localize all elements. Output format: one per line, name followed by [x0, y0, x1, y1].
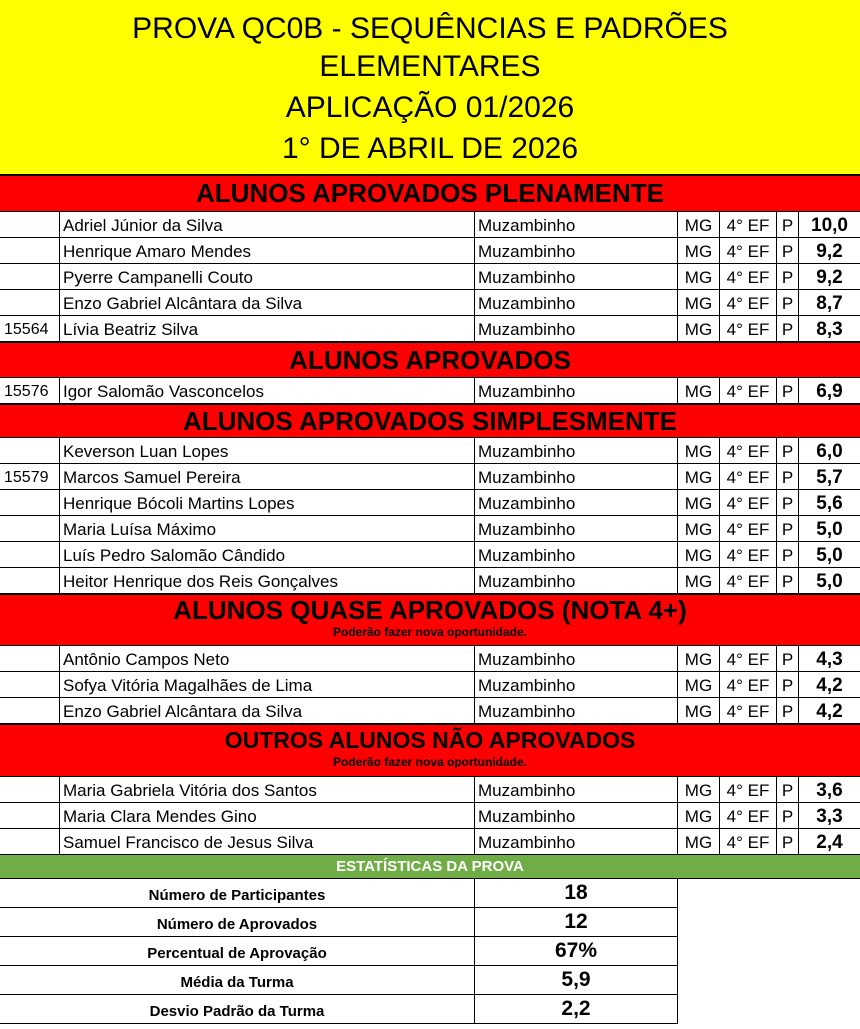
student-row	[0, 316, 860, 342]
section-heading: ALUNOS APROVADOS	[289, 345, 571, 375]
student-name: Antônio Campos Neto	[60, 646, 475, 672]
student-grade: 4° EF	[720, 803, 777, 829]
student-name: Maria Luísa Máximo	[60, 516, 475, 542]
student-id	[0, 438, 60, 464]
section-heading: OUTROS ALUNOS NÃO APROVADOS	[224, 727, 636, 753]
section-banner	[0, 594, 860, 646]
student-grade: 4° EF	[720, 212, 777, 238]
student-grade: 4° EF	[720, 464, 777, 490]
student-city: Muzambinho	[475, 238, 678, 264]
student-grade: 4° EF	[720, 316, 777, 342]
student-id	[0, 829, 60, 855]
student-mode: P	[777, 238, 799, 264]
student-grade: 4° EF	[720, 438, 777, 464]
student-id	[0, 264, 60, 290]
student-score: 3,6	[816, 780, 843, 801]
student-row	[0, 516, 860, 542]
student-grade: 4° EF	[720, 698, 777, 724]
student-state: MG	[678, 646, 720, 672]
student-state: MG	[678, 238, 720, 264]
student-city: Muzambinho	[475, 803, 678, 829]
student-name: Adriel Júnior da Silva	[60, 212, 475, 238]
student-row	[0, 212, 860, 238]
student-id	[0, 672, 60, 698]
student-name: Lívia Beatriz Silva	[60, 316, 475, 342]
student-mode: P	[777, 829, 799, 855]
student-state: MG	[678, 264, 720, 290]
section-heading: ALUNOS APROVADOS SIMPLESMENTE	[182, 406, 678, 436]
student-state: MG	[678, 829, 720, 855]
student-grade: 4° EF	[720, 238, 777, 264]
student-grade: 4° EF	[720, 290, 777, 316]
student-mode: P	[777, 568, 799, 594]
student-city: Muzambinho	[475, 568, 678, 594]
student-row	[0, 829, 860, 855]
student-grade: 4° EF	[720, 646, 777, 672]
student-city: Muzambinho	[475, 829, 678, 855]
student-score: 5,0	[816, 519, 843, 540]
student-name: Henrique Amaro Mendes	[60, 238, 475, 264]
student-city: Muzambinho	[475, 438, 678, 464]
stat-value: 18	[475, 879, 678, 907]
student-grade: 4° EF	[720, 378, 777, 404]
student-row	[0, 542, 860, 568]
stat-row	[0, 879, 678, 908]
student-name: Heitor Henrique dos Reis Gonçalves	[60, 568, 475, 594]
student-city: Muzambinho	[475, 464, 678, 490]
student-name: Enzo Gabriel Alcântara da Silva	[60, 698, 475, 724]
student-row	[0, 264, 860, 290]
student-mode: P	[777, 672, 799, 698]
student-grade: 4° EF	[720, 672, 777, 698]
student-score: 10,0	[811, 215, 848, 236]
student-state: MG	[678, 490, 720, 516]
stat-label: Média da Turma	[0, 966, 475, 994]
student-grade: 4° EF	[720, 264, 777, 290]
student-state: MG	[678, 803, 720, 829]
exam-title-line-1: PROVA QC0B - SEQUÊNCIAS E PADRÕES	[132, 12, 728, 45]
student-name: Luís Pedro Salomão Cândido	[60, 542, 475, 568]
student-mode: P	[777, 516, 799, 542]
student-mode: P	[777, 777, 799, 803]
student-score: 9,2	[816, 267, 843, 288]
section-banner	[0, 724, 860, 777]
student-mode: P	[777, 264, 799, 290]
student-mode: P	[777, 803, 799, 829]
student-row	[0, 378, 860, 404]
stat-value: 2,2	[475, 995, 678, 1023]
student-row	[0, 464, 860, 490]
stats-heading: ESTATÍSTICAS DA PROVA	[0, 855, 860, 879]
student-score: 2,4	[816, 832, 843, 853]
student-city: Muzambinho	[475, 290, 678, 316]
student-city: Muzambinho	[475, 672, 678, 698]
student-score: 5,7	[816, 467, 843, 488]
student-grade: 4° EF	[720, 829, 777, 855]
student-row	[0, 290, 860, 316]
section-banner	[0, 404, 860, 438]
student-name: Igor Salomão Vasconcelos	[60, 378, 475, 404]
student-state: MG	[678, 568, 720, 594]
student-state: MG	[678, 378, 720, 404]
student-score: 5,0	[816, 571, 843, 592]
student-id	[0, 290, 60, 316]
student-id	[0, 212, 60, 238]
student-score: 9,2	[816, 241, 843, 262]
student-row	[0, 777, 860, 803]
student-state: MG	[678, 672, 720, 698]
student-mode: P	[777, 212, 799, 238]
student-score: 3,3	[816, 806, 843, 827]
student-state: MG	[678, 212, 720, 238]
student-name: Keverson Luan Lopes	[60, 438, 475, 464]
student-mode: P	[777, 464, 799, 490]
student-city: Muzambinho	[475, 378, 678, 404]
student-name: Samuel Francisco de Jesus Silva	[60, 829, 475, 855]
stat-label: Percentual de Aprovação	[0, 937, 475, 965]
stat-label: Desvio Padrão da Turma	[0, 995, 475, 1023]
section-banner	[0, 175, 860, 212]
student-name: Marcos Samuel Pereira	[60, 464, 475, 490]
student-mode: P	[777, 290, 799, 316]
student-name: Maria Gabriela Vitória dos Santos	[60, 777, 475, 803]
student-score: 4,3	[816, 649, 843, 670]
student-row	[0, 698, 860, 724]
student-mode: P	[777, 378, 799, 404]
student-state: MG	[678, 516, 720, 542]
student-id	[0, 698, 60, 724]
student-state: MG	[678, 698, 720, 724]
stat-value: 12	[475, 908, 678, 936]
student-mode: P	[777, 438, 799, 464]
student-score: 4,2	[816, 675, 843, 696]
student-score: 4,2	[816, 701, 843, 722]
student-id	[0, 516, 60, 542]
student-id	[0, 542, 60, 568]
student-score: 8,7	[816, 293, 843, 314]
student-city: Muzambinho	[475, 698, 678, 724]
student-score: 5,6	[816, 493, 843, 514]
student-row	[0, 803, 860, 829]
student-id	[0, 803, 60, 829]
student-row	[0, 238, 860, 264]
student-state: MG	[678, 777, 720, 803]
stat-label: Número de Participantes	[0, 879, 475, 907]
stat-row	[0, 995, 678, 1024]
exam-title-line-2: ELEMENTARES	[319, 50, 541, 83]
student-row	[0, 568, 860, 594]
student-state: MG	[678, 290, 720, 316]
section-note: Poderão fazer nova oportunidade.	[332, 755, 528, 769]
student-id	[0, 238, 60, 264]
student-grade: 4° EF	[720, 777, 777, 803]
student-name: Sofya Vitória Magalhães de Lima	[60, 672, 475, 698]
student-id	[0, 646, 60, 672]
student-score: 5,0	[816, 545, 843, 566]
student-row	[0, 646, 860, 672]
student-name: Maria Clara Mendes Gino	[60, 803, 475, 829]
student-score: 8,3	[816, 319, 843, 340]
student-id	[0, 777, 60, 803]
section-heading: ALUNOS QUASE APROVADOS (NOTA 4+)	[173, 595, 687, 625]
stat-label: Número de Aprovados	[0, 908, 475, 936]
stat-row	[0, 966, 678, 995]
student-grade: 4° EF	[720, 490, 777, 516]
student-score: 6,0	[816, 441, 843, 462]
stat-value: 5,9	[475, 966, 678, 994]
student-grade: 4° EF	[720, 542, 777, 568]
exam-date-line: 1° DE ABRIL DE 2026	[281, 132, 579, 165]
student-state: MG	[678, 542, 720, 568]
student-id	[0, 568, 60, 594]
student-id: 15579	[0, 464, 60, 490]
exam-title-block	[0, 0, 860, 175]
stat-row	[0, 908, 678, 937]
student-row	[0, 490, 860, 516]
student-city: Muzambinho	[475, 490, 678, 516]
section-note: Poderão fazer nova oportunidade.	[332, 625, 528, 639]
student-mode: P	[777, 698, 799, 724]
student-grade: 4° EF	[720, 568, 777, 594]
student-mode: P	[777, 490, 799, 516]
student-state: MG	[678, 464, 720, 490]
student-name: Enzo Gabriel Alcântara da Silva	[60, 290, 475, 316]
student-grade: 4° EF	[720, 516, 777, 542]
student-id: 15576	[0, 378, 60, 404]
student-city: Muzambinho	[475, 646, 678, 672]
student-row	[0, 438, 860, 464]
student-name: Pyerre Campanelli Couto	[60, 264, 475, 290]
student-mode: P	[777, 542, 799, 568]
application-date-line: APLICAÇÃO 01/2026	[285, 91, 575, 124]
student-state: MG	[678, 316, 720, 342]
student-mode: P	[777, 646, 799, 672]
section-heading: ALUNOS APROVADOS PLENAMENTE	[195, 178, 665, 208]
student-id: 15564	[0, 316, 60, 342]
stat-row	[0, 937, 678, 966]
student-city: Muzambinho	[475, 316, 678, 342]
student-city: Muzambinho	[475, 264, 678, 290]
student-name: Henrique Bócoli Martins Lopes	[60, 490, 475, 516]
stat-value: 67%	[475, 937, 678, 965]
section-banner	[0, 342, 860, 378]
student-city: Muzambinho	[475, 212, 678, 238]
student-state: MG	[678, 438, 720, 464]
student-score: 6,9	[816, 381, 843, 402]
student-city: Muzambinho	[475, 542, 678, 568]
student-row	[0, 672, 860, 698]
student-city: Muzambinho	[475, 516, 678, 542]
student-city: Muzambinho	[475, 777, 678, 803]
student-mode: P	[777, 316, 799, 342]
student-id	[0, 490, 60, 516]
